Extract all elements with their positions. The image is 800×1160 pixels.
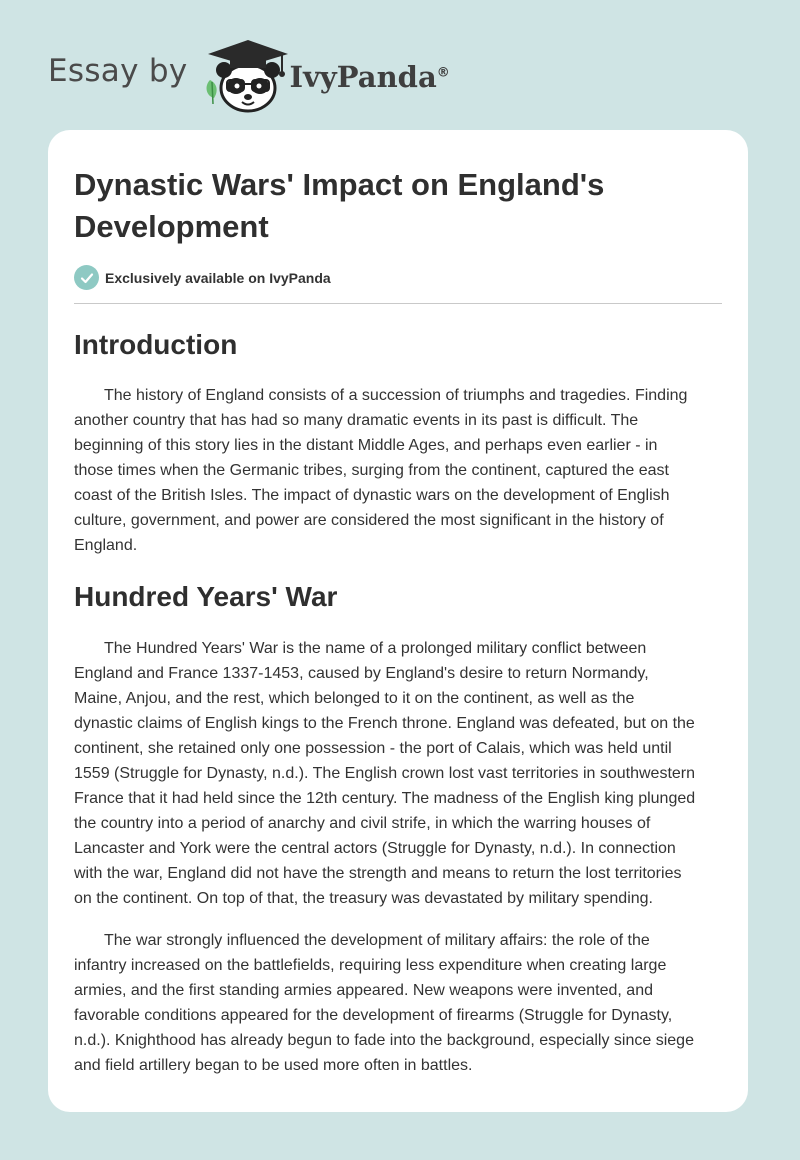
section-heading-introduction: Introduction <box>74 329 238 360</box>
paragraph: The history of England consists of a succession of triumphs and tragedies. Finding another country that has had so many dramatic events in its past is difficult. The beginning of this story lies in the distant Middle Ages, and perhaps even earlier - in those times when the Germanic tribes, surging from the continent, captured the east coast of the British Isles. The impact of dynastic wars on the development of English culture, government, and power are considered the most significant in the history of England. <box>74 387 688 554</box>
panda-graduate-icon <box>202 34 292 114</box>
essay-title: Dynastic Wars' Impact on England's Development <box>74 167 605 244</box>
brand-header[interactable] <box>48 34 450 114</box>
brand-name: IvyPanda® <box>289 60 450 94</box>
brand-prefix: Essay by <box>48 53 188 89</box>
divider <box>74 303 722 304</box>
check-circle-icon <box>74 265 99 290</box>
exclusive-badge-text: Exclusively available on IvyPanda <box>105 269 331 286</box>
paragraph: The war strongly influenced the development of military affairs: the role of the infantry increased on the battlefields, requiring less expenditure when creating large armies, and the first standing armies appeared. New weapons were invented, and favorable conditions appeared for the development of firearms (Struggle for Dynasty, n.d.). Knighthood has already begun to fade into the background, especially since siege and field artillery began to be used more often in battles. <box>74 932 694 1074</box>
exclusive-badge <box>74 265 722 290</box>
paragraph: The Hundred Years' War is the name of a prolonged military conflict between England and France 1337-1453, caused by England's desire to return Normandy, Maine, Anjou, and the rest, which belonged to it on the continent, as well as the dynastic claims of English kings to the French throne. England was defeated, but on the continent, she retained only one possession - the port of Calais, which was held until 1559 (Struggle for Dynasty, n.d.). The English crown lost vast territories in southwestern France that it had held since the 12th century. The madness of the English king plunged the country into a period of anarchy and civil strife, in which the warring houses of Lancaster and York were the central actors (Struggle for Dynasty, n.d.). In connection with the war, England did not have the strength and means to return the lost territories on the continent. On top of that, the treasury was devastated by military spending. <box>74 640 696 907</box>
section-heading-hundred-years-war: Hundred Years' War <box>74 581 338 612</box>
essay-card <box>48 130 748 1112</box>
